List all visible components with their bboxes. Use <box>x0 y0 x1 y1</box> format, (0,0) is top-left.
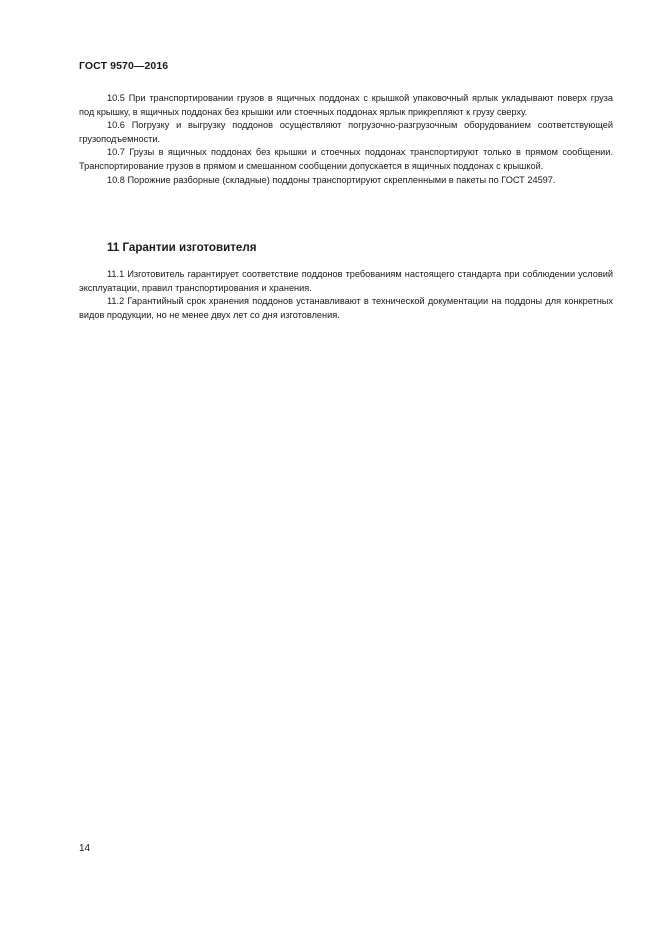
paragraph-number: 10.6 <box>107 120 125 131</box>
paragraph-number: 11.2 <box>107 296 125 307</box>
section-title: 11 Гарантии изготовителя <box>107 241 257 254</box>
paragraph-number: 10.8 <box>107 174 125 185</box>
paragraph-text: Изготовитель гарантирует соответствие поддонов требованиям настоящего стандарта при соблюдении условий эксплуатации, правил транспортирования и хранения. <box>79 269 613 293</box>
paragraph-number: 10.5 <box>107 93 125 103</box>
standard-designation: ГОСТ 9570—2016 <box>79 60 169 72</box>
paragraph-11-2 <box>79 295 613 322</box>
paragraph-number: 10.7 <box>107 147 125 158</box>
page-number: 14 <box>79 843 91 854</box>
paragraph-text: Грузы в ящичных поддонах без крышки и стоечных поддонах транспортируют только в прямом сообщении. Транспортирование грузов в прямом и смешанном сообщении допускается в ящичных поддонах с крышкой. <box>79 147 613 171</box>
paragraph-text: Гарантийный срок хранения поддонов устанавливают в технической документации на поддоны для конкретных видов продукции, но не менее двух лет со дня изготовления. <box>79 296 613 320</box>
paragraph-text: Порожние разборные (складные) поддоны транспортируют скрепленными в пакеты по ГОСТ 24597. <box>127 174 556 185</box>
paragraph-11-1 <box>79 268 613 295</box>
paragraph-text: При транспортировании грузов в ящичных поддонах с крышкой упаковочный ярлык укладывают поверх груза под крышку, в ящичных поддонах без крышки или стоечных поддонах ярлык прикрепляют к грузу сверху. <box>79 93 613 117</box>
section-11-body <box>79 268 613 322</box>
section-10-body <box>79 92 613 187</box>
paragraph-10-5 <box>79 92 613 119</box>
paragraph-number: 11.1 <box>107 269 125 279</box>
paragraph-text: Погрузку и выгрузку поддонов осуществляют погрузочно-разгрузочным оборудованием соответствующей грузоподъемности. <box>79 120 613 144</box>
paragraph-10-8 <box>79 174 613 188</box>
paragraph-10-6 <box>79 119 613 146</box>
paragraph-10-7 <box>79 146 613 173</box>
